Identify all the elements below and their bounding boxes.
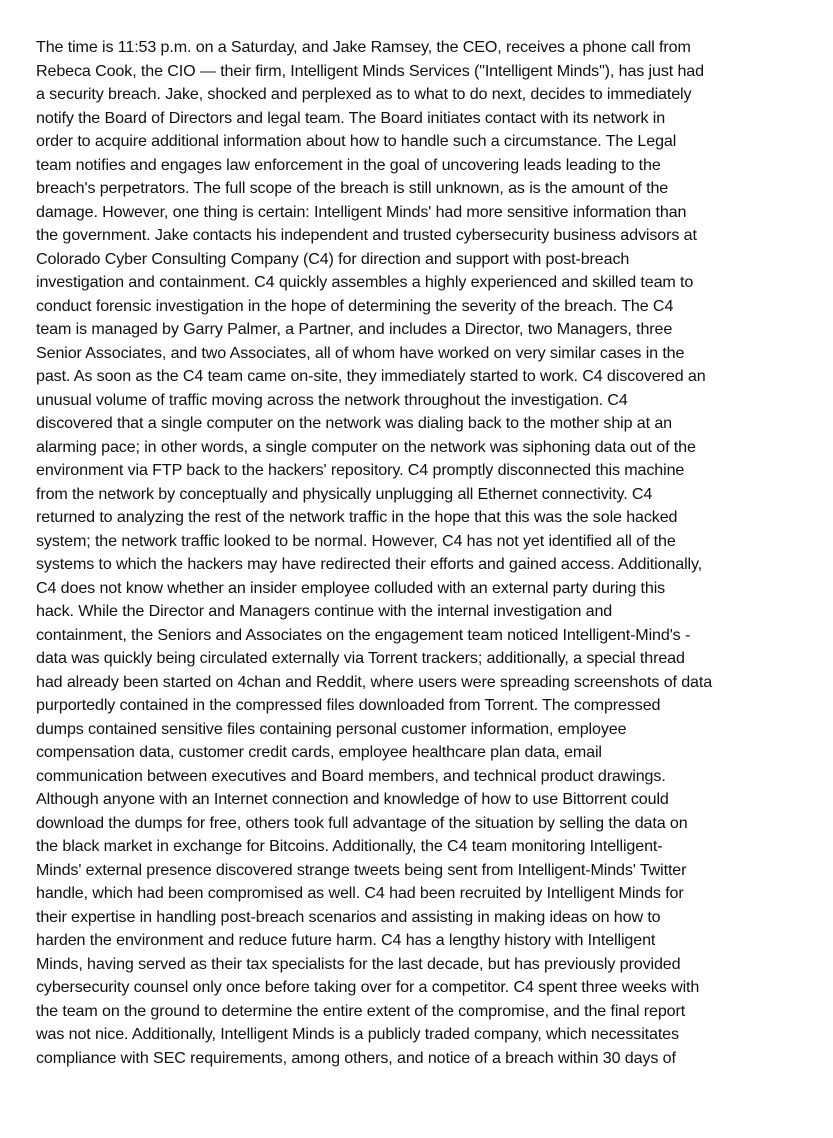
text-line: notify the Board of Directors and legal team. The Board initiates contact with its network in [36, 108, 666, 127]
text-line: systems to which the hackers may have redirected their efforts and gained access. Additionally, [36, 555, 703, 573]
text-line: cybersecurity counsel only once before taking over for a competitor. C4 spent three weeks with [36, 978, 700, 996]
text-line: from the network by conceptually and physically unplugging all Ethernet connectivity. C4 [36, 484, 653, 503]
text-line: system; the network traffic looked to be normal. However, C4 has not yet identified all of the [36, 531, 676, 550]
text-line: conduct forensic investigation in the hope of determining the severity of the breach. The C4 [36, 296, 674, 315]
text-line: past. As soon as the C4 team came on-site, they immediately started to work. C4 discovered an [36, 367, 706, 385]
text-line: a security breach. Jake, shocked and perplexed as to what to do next, decides to immediately [36, 85, 692, 103]
text-line: order to acquire additional information about how to handle such a circumstance. The Legal [36, 132, 677, 150]
text-line: alarming pace; in other words, a single computer on the network was siphoning data out of the [36, 437, 696, 456]
text-line: unusual volume of traffic moving across the network throughout the investigation. C4 [36, 390, 628, 409]
text-line: download the dumps for free, others took full advantage of the situation by selling the data on [36, 813, 688, 832]
text-line: dumps contained sensitive files containing personal customer information, employee [36, 719, 627, 738]
text-line: compliance with SEC requirements, among others, and notice of a breach within 30 days of [36, 1048, 676, 1067]
text-line: team notifies and engages law enforcement in the goal of uncovering leads leading to the [36, 155, 661, 174]
text-line: the team on the ground to determine the entire extent of the compromise, and the final report [36, 1001, 686, 1020]
text-line: the government. Jake contacts his independent and trusted cybersecurity business advisors at [36, 226, 697, 244]
text-line: compensation data, customer credit cards, employee healthcare plan data, email [36, 743, 602, 761]
text-line: communication between executives and Board members, and technical product drawings. [36, 766, 666, 785]
text-line: The time is 11:53 p.m. on a Saturday, and Jake Ramsey, the CEO, receives a phone call from [36, 38, 691, 56]
text-line: Minds, having served as their tax specialists for the last decade, but has previously provided [36, 954, 681, 973]
text-line: breach's perpetrators. The full scope of the breach is still unknown, as is the amount of the [36, 179, 669, 197]
text-line: the black market in exchange for Bitcoins. Additionally, the C4 team monitoring Intelligent- [36, 837, 663, 855]
text-line: was not nice. Additionally, Intelligent Minds is a publicly traded company, which necessitates [36, 1025, 679, 1043]
text-line: containment, the Seniors and Associates on the engagement team noticed Intelligent-Mind's - [36, 625, 691, 644]
text-line: Minds' external presence discovered strange tweets being sent from Intelligent-Minds' Twitter [36, 860, 687, 879]
text-line: Colorado Cyber Consulting Company (C4) for direction and support with post-breach [36, 249, 630, 268]
text-line: their expertise in handling post-breach scenarios and assisting in making ideas on how to [36, 907, 661, 926]
text-line: discovered that a single computer on the network was dialing back to the mother ship at an [36, 414, 672, 432]
text-line: investigation and containment. C4 quickly assembles a highly experienced and skilled team to [36, 273, 694, 291]
text-line: purportedly contained in the compressed files downloaded from Torrent. The compressed [36, 696, 661, 714]
text-line: environment via FTP back to the hackers' repository. C4 promptly disconnected this machine [36, 461, 685, 479]
text-line: handle, which had been compromised as well. C4 had been recruited by Intelligent Minds for [36, 884, 684, 902]
text-line: data was quickly being circulated externally via Torrent trackers; additionally, a special thread [36, 649, 685, 667]
text-line: Rebeca Cook, the CIO — their firm, Intelligent Minds Services ("Intelligent Minds"), has just had [36, 61, 704, 80]
text-line: hack. While the Director and Managers continue with the internal investigation and [36, 602, 613, 620]
text-line: Although anyone with an Internet connection and knowledge of how to use Bittorrent could [36, 790, 669, 808]
text-line: had already been started on 4chan and Reddit, where users were spreading screenshots of data [36, 672, 713, 691]
document-body [36, 36, 816, 1070]
text-line: C4 does not know whether an insider employee colluded with an external party during this [36, 578, 666, 597]
text-line: Senior Associates, and two Associates, all of whom have worked on very similar cases in the [36, 343, 685, 362]
text-line: harden the environment and reduce future harm. C4 has a lengthy history with Intelligent [36, 931, 656, 949]
text-line: damage. However, one thing is certain: Intelligent Minds' had more sensitive information than [36, 202, 687, 221]
text-line: team is managed by Garry Palmer, a Partner, and includes a Director, two Managers, three [36, 320, 673, 338]
text-line: returned to analyzing the rest of the network traffic in the hope that this was the sole hacked [36, 508, 678, 526]
